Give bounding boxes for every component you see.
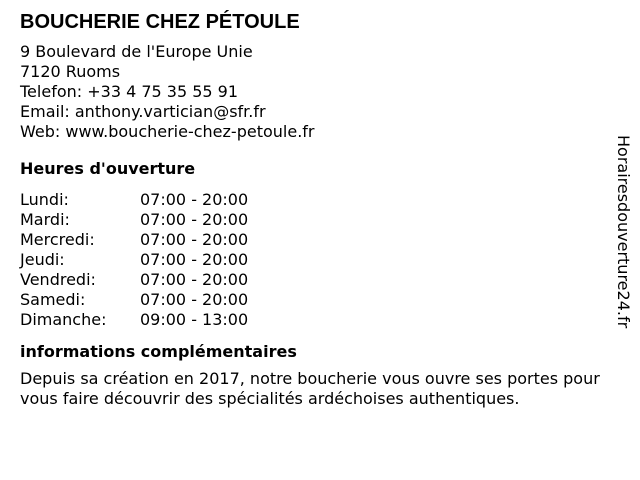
hours-time: 07:00 - 20:00	[140, 210, 249, 229]
address-line-1: 9 Boulevard de l'Europe Unie	[20, 42, 253, 61]
phone-line: Telefon: +33 4 75 35 55 91	[20, 82, 239, 101]
business-info-page	[20, 10, 610, 409]
hours-time: 07:00 - 20:00	[140, 190, 249, 209]
hours-row-monday	[20, 190, 610, 210]
hours-time: 07:00 - 20:00	[140, 250, 249, 269]
hours-row-sunday	[20, 310, 610, 330]
business-name: BOUCHERIE CHEZ PÉTOULE	[20, 11, 300, 33]
hours-row-wednesday	[20, 230, 610, 250]
hours-day: Mardi:	[20, 210, 70, 229]
hours-time: 07:00 - 20:00	[140, 230, 249, 249]
hours-day: Vendredi:	[20, 270, 96, 289]
hours-day: Dimanche:	[20, 310, 107, 329]
hours-row-friday	[20, 270, 610, 290]
contact-block	[20, 42, 610, 142]
hours-row-tuesday	[20, 210, 610, 230]
hours-time: 07:00 - 20:00	[140, 290, 249, 309]
hours-heading: Heures d'ouverture	[20, 159, 196, 178]
side-watermark: Horairesdouverture24.fr	[614, 135, 633, 329]
email-line: Email: anthony.vartician@sfr.fr	[20, 102, 266, 121]
web-line: Web: www.boucherie-chez-petoule.fr	[20, 122, 315, 141]
hours-day: Mercredi:	[20, 230, 95, 249]
info-heading: informations complémentaires	[20, 342, 297, 361]
opening-hours-list	[20, 190, 610, 330]
info-description: Depuis sa création en 2017, notre boucherie vous ouvre ses portes pour vous faire découvrir des spécialités ardéchoises authentiques.	[20, 369, 600, 408]
hours-row-saturday	[20, 290, 610, 310]
hours-day: Samedi:	[20, 290, 86, 309]
hours-day: Lundi:	[20, 190, 69, 209]
address-line-2: 7120 Ruoms	[20, 62, 121, 81]
hours-row-thursday	[20, 250, 610, 270]
hours-time: 07:00 - 20:00	[140, 270, 249, 289]
hours-time: 09:00 - 13:00	[140, 310, 249, 329]
hours-day: Jeudi:	[20, 250, 65, 269]
